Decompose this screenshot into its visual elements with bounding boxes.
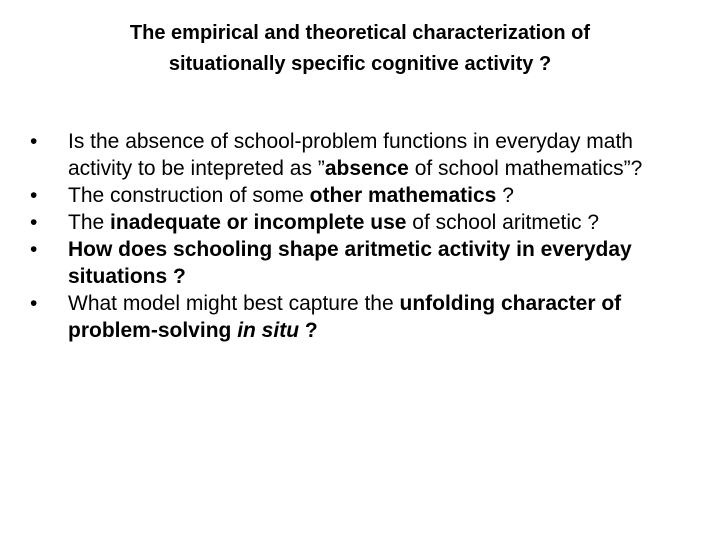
bullet-text-run: ? — [496, 184, 514, 207]
bullet-text-run: The — [68, 211, 111, 234]
slide-title — [40, 18, 680, 80]
bullet-text-run: What model might best capture the — [68, 292, 400, 315]
bullet-item — [30, 182, 690, 209]
bullet-item — [30, 290, 690, 344]
bullet-text-run: other mathematics — [309, 184, 497, 207]
bullet-dot: • — [30, 130, 38, 153]
bullet-text-run: of school aritmetic ? — [406, 211, 600, 234]
bullet-list — [30, 128, 690, 344]
bullet-dot: • — [30, 211, 38, 234]
bullet-text-run: inadequate or incomplete use — [110, 211, 407, 234]
slide-title-line-1: The empirical and theoretical characterization of — [129, 22, 591, 44]
bullet-text-run: unfolding character of problem-solving — [68, 292, 622, 342]
bullet-text — [68, 238, 632, 288]
bullet-item — [30, 236, 690, 290]
bullet-item — [30, 209, 690, 236]
bullet-text-run: How does schooling shape aritmetic activity in everyday situations ? — [68, 238, 632, 288]
bullet-text-run: The construction of some — [68, 184, 310, 207]
bullet-dot: • — [30, 184, 38, 207]
bullet-text — [68, 211, 599, 234]
bullet-text-run: of school mathematics”? — [408, 157, 643, 180]
bullet-text-run: ? — [299, 319, 318, 342]
bullet-text — [68, 292, 621, 342]
bullet-text-run: in situ — [237, 319, 300, 342]
bullet-text-run: Is the absence of school-problem functions in everyday math activity to be intepreted as ” — [68, 130, 633, 180]
bullet-text — [68, 184, 514, 207]
bullet-dot: • — [30, 238, 38, 261]
bullet-item — [30, 128, 690, 182]
slide-title-line-2: situationally specific cognitive activity ? — [168, 53, 552, 75]
bullet-dot: • — [30, 292, 38, 315]
bullet-text — [68, 130, 642, 180]
bullet-text-run: absence — [324, 157, 409, 180]
